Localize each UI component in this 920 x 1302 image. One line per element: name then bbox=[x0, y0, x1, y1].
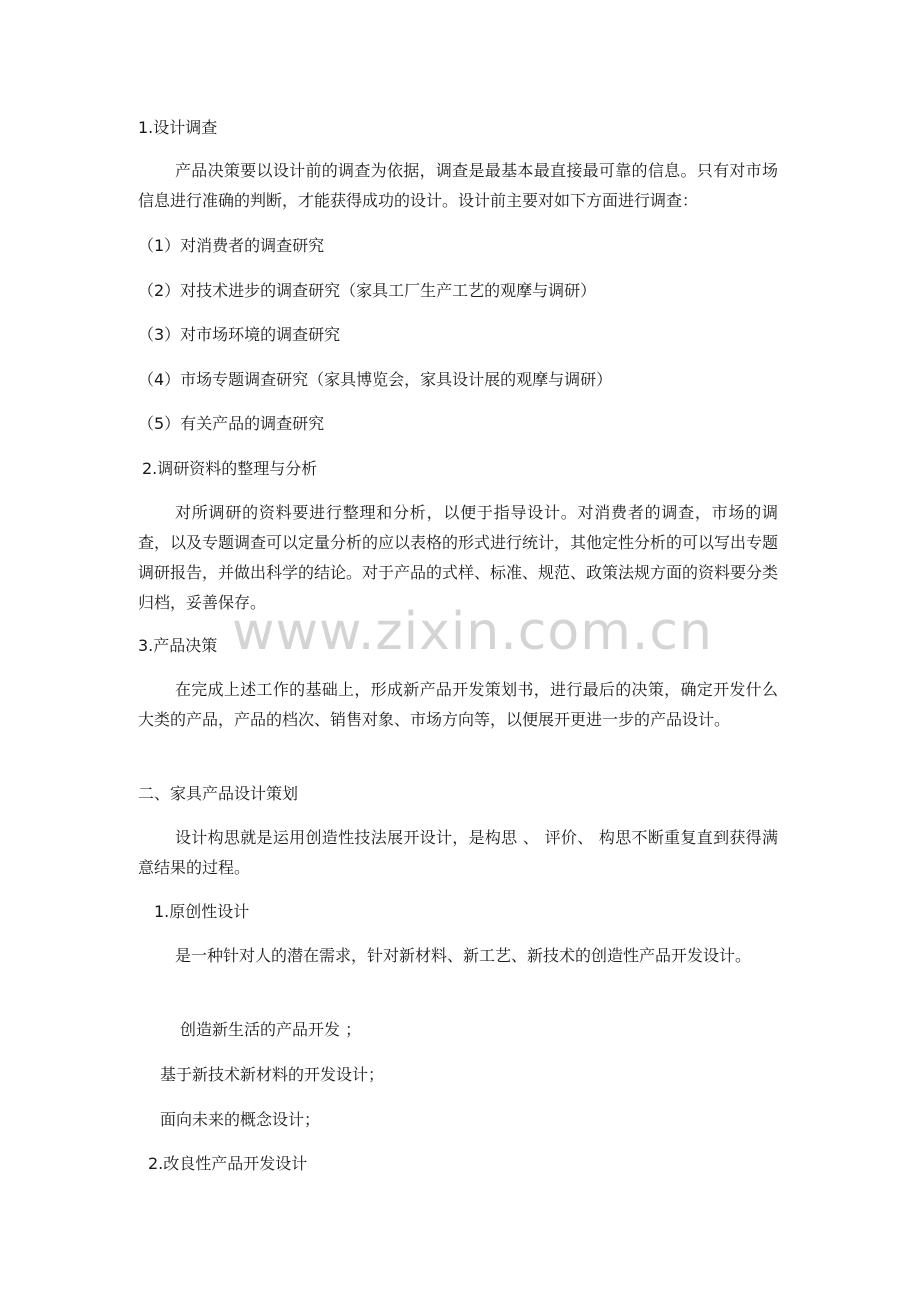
paragraph-data-analysis: 对所调研的资料要进行整理和分析，以便于指导设计。对消费者的调查，市场的调查，以及专题调查可以定量分析的应以表格的形式进行统计，其他定性分析的可以写出专题调研报告，并做出科学的结论。对于产品的式样、标准、规范、政策法规方面的资料要分类归档，妥善保存。 bbox=[138, 503, 779, 612]
subsection-heading-original-design: 1.原创性设计 bbox=[154, 902, 250, 921]
list-item-consumer-survey: （1）对消费者的调查研究 bbox=[138, 236, 325, 255]
list-item-future-concept: 面向未来的概念设计； bbox=[160, 1110, 321, 1129]
watermark: www.zixin.com.cn bbox=[232, 602, 713, 662]
paragraph-product-decision: 在完成上述工作的基础上，形成新产品开发策划书，进行最后的决策，确定开发什么大类的产品，产品的档次、销售对象、市场方向等，以便展开更进一步的产品设计。 bbox=[138, 680, 778, 729]
paragraph-design-concept: 设计构思就是运用创造性技法展开设计，是构思 、 评价、 构思不断重复直到获得满意结果的过程。 bbox=[138, 828, 778, 877]
subsection-heading-improved-design: 2.改良性产品开发设计 bbox=[148, 1154, 308, 1173]
list-item-product-survey: （5）有关产品的调查研究 bbox=[138, 414, 325, 433]
part-heading-furniture-planning: 二、家具产品设计策划 bbox=[138, 784, 299, 803]
list-item-market-topic-survey: （4）市场专题调查研究（家具博览会，家具设计展的观摩与调研） bbox=[138, 370, 613, 389]
list-item-market-environment-survey: （3）对市场环境的调查研究 bbox=[138, 325, 341, 344]
section-heading-product-decision: 3.产品决策 bbox=[138, 636, 218, 655]
paragraph-original-design: 是一种针对人的潜在需求，针对新材料、新工艺、新技术的创造性产品开发设计。 bbox=[175, 946, 752, 965]
paragraph-design-survey-intro: 产品决策要以设计前的调查为依据，调查是最基本最直接最可靠的信息。只有对市场信息进行准确的判断，才能获得成功的设计。设计前主要对如下方面进行调查： bbox=[138, 161, 778, 210]
section-heading-data-analysis: 2.调研资料的整理与分析 bbox=[142, 459, 318, 478]
list-item-technology-survey: （2）对技术进步的调查研究（家具工厂生产工艺的观摩与调研） bbox=[138, 281, 597, 300]
section-heading-design-survey: 1.设计调查 bbox=[138, 118, 218, 137]
list-item-new-tech-materials: 基于新技术新材料的开发设计； bbox=[160, 1065, 385, 1084]
list-item-new-life-products: 创造新生活的产品开发 ； bbox=[180, 1020, 362, 1039]
